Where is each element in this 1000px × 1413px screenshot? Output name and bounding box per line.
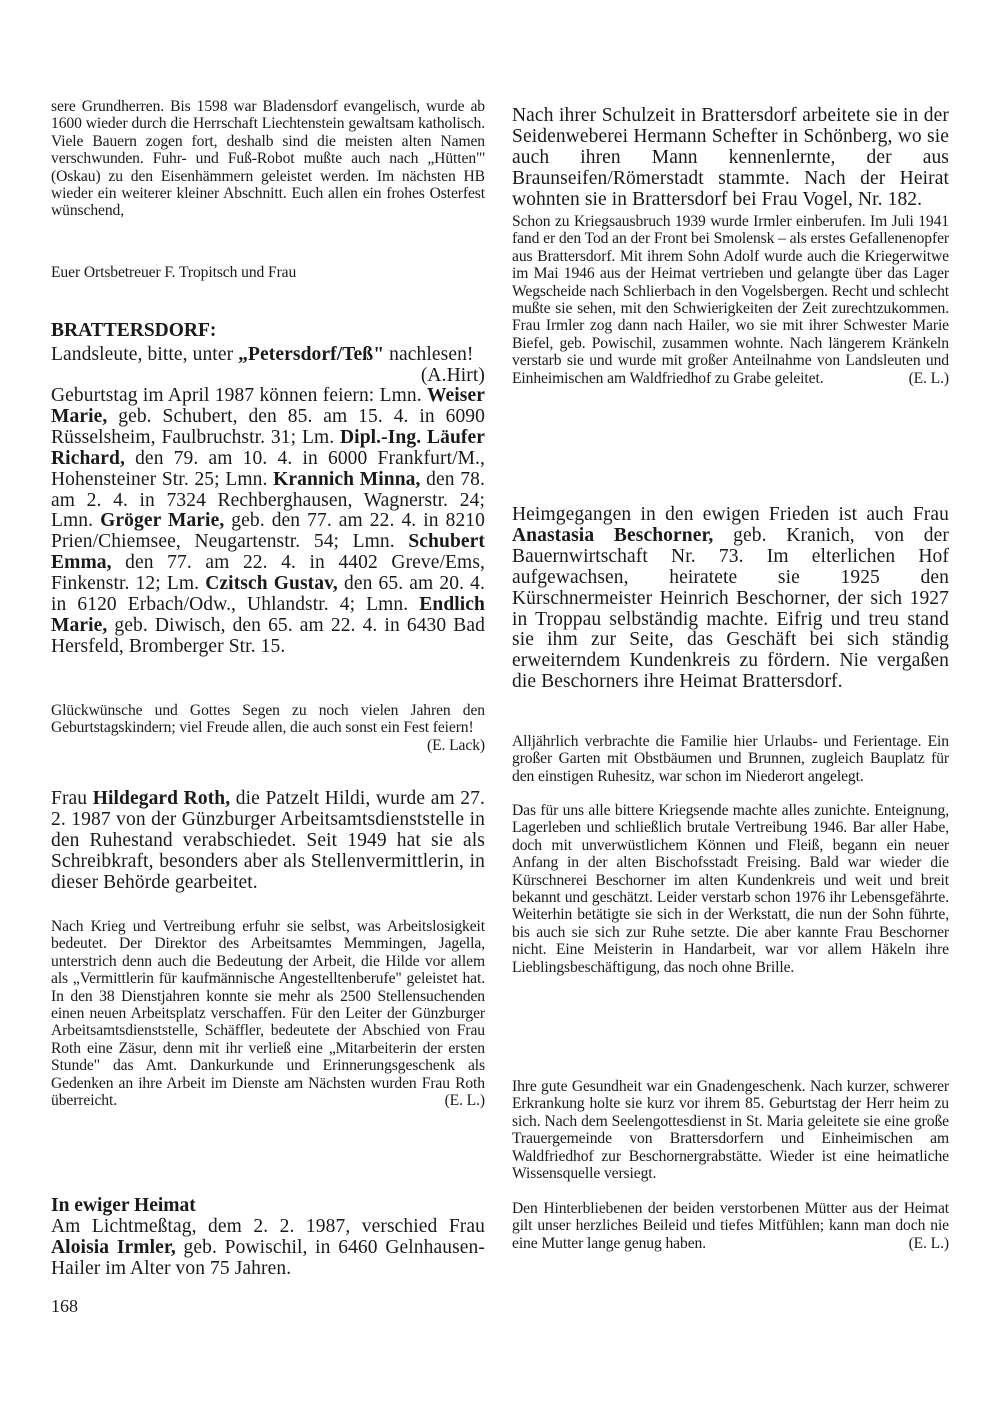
text-run: geb. Schubert, den 85. am 15. 4. in 6090 Rüsselsheim, Faulbruchstr. 31; Lm. — [51, 405, 485, 448]
bold-name: Czitsch Gustav, — [205, 573, 338, 595]
text-run: nachlesen! — [384, 344, 474, 365]
signature-tropitsch: Euer Ortsbetreuer F. Tropitsch und Frau — [51, 264, 297, 281]
text-run: Schon zu Kriegsausbruch 1939 wurde Irmler einberufen. Im Juli 1941 fand er den Tod an der Front bei Smolensk – als erstes Gefallenenopfer aus Brattersdorf. Mit ihrem Sohn Adolf wurde auch die Kriegerwitwe im Mai 1946 aus der Heimat vertrieben und gelangte über das Lager Wegscheide nach Schlierbach in den Vogelsbergen. Recht und schlecht mußte sie sehen, mit den Schwierigkeiten der Zeit zurechtzukommen. Frau Irmler zog dann nach Hailer, wo sie mit ihrer Schwester Marie Biefel, geb. Powischil, zusammen wohnte. Nach längerem Kränkeln verstarb sie und wurde mit großer Anteilnahme von Landsleuten und Einheimischen am Waldfriedhof zu Grabe geleitet. — [512, 213, 949, 387]
paragraph-bladensdorf-history — [51, 98, 485, 220]
text-run: Glückwünsche und Gottes Segen zu noch vielen Jahren den Geburtstagskindern; viel Freude allen, die auch sonst ein Fest feiern! — [51, 702, 485, 737]
bold-name: Dipl.-Ing. Läufer Richard, — [51, 426, 485, 469]
paragraph-aloisia-irmler — [51, 1217, 485, 1280]
bold-name: Schubert Emma, — [51, 531, 485, 574]
author-attribution: (E. L.) — [908, 1234, 949, 1252]
heading-in-ewiger-heimat: In ewiger Heimat — [51, 1195, 196, 1216]
text-run: geb. den 77. am 22. 4. in 8210 Prien/Chiemsee, Neugartenstr. 54; Lmn. — [51, 510, 485, 553]
text-run: Landsleute, bitte, unter — [51, 344, 239, 365]
bold-name: Hildegard Roth, — [92, 788, 231, 809]
text-run: Das für uns alle bittere Kriegsende machte alles zunichte. Enteignung, Lagerleben und schließlich brutale Vertreibung 1946. Bar aller Habe, doch mit unverwüstlichem Können und Fleiß, begann ein neuer Anfang in der alten Bischofsstadt Freising. Bald war wieder die Kürschnerei Beschorner im alten Kundenkreis und weit und breit bekannt und geschätzt. Leider verstarb schon 1976 ihr Lebensgefährte. Weiterhin betätigte sie sich in der Werkstatt, die nun der Sohn führte, bis auch sie sich zur Ruhe setzte. Die aber kannte Frau Beschorner nicht. Eine Meisterin in Handarbeit, war vor allem Häkeln ihre Lieblingsbeschäftigung, das noch ohne Brille. — [512, 802, 949, 976]
text-run: Frau — [51, 788, 93, 809]
text-run: Nach Krieg und Vertreibung erfuhr sie selbst, was Arbeitslosigkeit bedeutet. Der Direktor des Arbeitsamtes Memmingen, Jagella, unterstrich denn auch die Bedeutung der Arbeit, die Hilde vor allem als „Vermittlerin für kaufmännische Angestelltenberufe" geleistet hat. In den 38 Dienstjahren konnte sie mehr als 2500 Stellensuchenden einen neuen Arbeitsplatz verschaffen. Für den Leiter der Günzburger Arbeitsamtsdienststelle, Schäffler, bedeutete der Abschied von Frau Roth eine Zäsur, denn mit ihr verließ eine „Mitarbeiterin der ersten Stunde" das Amt. Dankurkunde und Erinnerungsgeschenk als Gedenken an ihre Arbeit im Dienste am Nächsten wurden Frau Roth überreicht. — [51, 918, 485, 1110]
bold-name: Anastasia Beschorner, — [512, 524, 714, 546]
text-run: Geburtstag im April 1987 können feiern: Lmn. — [51, 385, 427, 406]
paragraph-holidays — [512, 733, 949, 785]
author-attribution: (A.Hirt) — [420, 364, 485, 386]
author-attribution: (E. L.) — [908, 369, 949, 387]
text-run: den 78. am 2. 4. in 7324 Rechberghausen, Wagnerstr. 24; Lmn. — [51, 468, 485, 532]
text-run: sere Grundherren. Bis 1598 war Bladensdorf evangelisch, wurde ab 1600 wieder durch die Herrschaft Liechtenstein gewaltsam katholisch. Viele Bauern zogen fort, deshalb sind die meisten alten Namen verschwunden. Fuhr- und Fuß-Robot mußte auch nach „Hütten"' (Oskau) zu den Eisenhämmern geleistet werden. Im nächsten HB wieder ein weiterer kleiner Abschnitt. Euch allen ein frohes Osterfest wünschend, — [51, 98, 485, 220]
paragraph-birthdays — [51, 386, 485, 658]
text-run: Den Hinterbliebenen der beiden verstorbenen Mütter aus der Heimat gilt unser herzliches Beileid und tiefes Mitfühlen; kann man doch nie eine Mutter lange genug haben. — [512, 1200, 949, 1252]
paragraph-roth-career — [51, 918, 485, 1109]
author-attribution: (E. L.) — [444, 1092, 485, 1110]
paragraph-irmler-early-life — [512, 106, 949, 211]
bold-name: Krannich Minna, — [273, 468, 421, 490]
text-run: Heimgegangen in den ewigen Frieden ist auch Frau — [512, 504, 949, 525]
text-run: den 79. am 10. 4. in 6000 Frankfurt/M., Hohensteiner Str. 25; Lmn. — [51, 447, 485, 490]
author-attribution: (E. Lack) — [427, 736, 485, 754]
text-run: die Patzelt Hildi, wurde am 27. 2. 1987 von der Günzburger Arbeitsamtsdienststelle in den Ruhestand verabschiedet. Seit 1949 hat sie als Schreibkraft, besonders aber als Stellenvermittlerin, in dieser Behörde gearbeitet. — [51, 788, 485, 893]
bold-name: Gröger Marie, — [100, 510, 225, 532]
heading-brattersdorf: BRATTERSDORF: — [51, 320, 217, 341]
bold-name: Endlich Marie, — [51, 594, 485, 636]
text-run: geb. Diwisch, den 65. am 22. 4. in 6430 Bad Hersfeld, Bromberger Str. 15. — [51, 614, 485, 657]
text-run: den 77. am 22. 4. in 4402 Greve/Ems, Finkenstr. 12; Lm. — [51, 552, 485, 595]
paragraph-hildegard-roth — [51, 789, 485, 894]
text-run: den 65. am 20. 4. in 6120 Erbach/Odw., Uhlandstr. 4; Lmn. — [51, 573, 486, 616]
text-run: geb. Powischil, in 6460 Gelnhausen-Hailer im Alter von 75 Jahren. — [51, 1236, 485, 1279]
text-run: Ihre gute Gesundheit war ein Gnadengeschenk. Nach kurzer, schwerer Erkrankung holte sie kurz vor ihrem 85. Geburtstag der Herr heim zu sich. Nach dem Seelengottesdienst in St. Maria geleitete sie eine große Trauergemeinde von Brattersdorfern und Einheimischen am Waldfriedhof zur Beschornergrabstätte. Wieder ist eine heimatliche Wissensquelle versiegt. — [512, 1078, 949, 1183]
paragraph-condolences — [512, 1200, 949, 1252]
text-run: Nach ihrer Schulzeit in Brattersdorf arbeitete sie in der Seidenweberei Hermann Schefter in Schönberg, wo sie auch ihren Mann kennenlernte, der aus Braunseifen/Römerstadt stammte. Nach der Heirat wohnten sie in Brattersdorf bei Frau Vogel, Nr. 182. — [512, 105, 949, 210]
paragraph-irmler-war — [512, 213, 949, 387]
text-run: Alljährlich verbrachte die Familie hier Urlaubs- und Ferientage. Ein großer Garten mit Obstbäumen und Brunnen, zugleich Bauplatz für den einstigen Ruhesitz, war schon im Niederort angelegt. — [512, 733, 949, 785]
paragraph-anastasia-beschorner — [512, 505, 949, 693]
bold-name: Weiser Marie, — [51, 385, 485, 427]
text-run: geb. Kranich, von der Bauernwirtschaft Nr. 73. Im elterlichen Hof aufgewachsen, heiratete sie 1925 den Kürschnermeister Heinrich Beschorner, der sich 1927 in Troppau selbständig machte. Eifrig und treu stand sie ihm zur Seite, das Geschäft bei sich ständig erweiterndem Kundenkreis zu fördern. Nie vergaßen die Beschorners ihre Heimat Brattersdorf. — [512, 524, 950, 693]
page-number: 168 — [51, 1296, 78, 1316]
bold-name: Aloisia Irmler, — [51, 1236, 176, 1258]
paragraph-birthday-wishes — [51, 702, 485, 754]
paragraph-death — [512, 1078, 949, 1182]
text-run: Am Lichtmeßtag, dem 2. 2. 1987, verschied Frau — [51, 1216, 485, 1237]
paragraph-petersdorf-note — [51, 345, 485, 387]
bold-name: „Petersdorf/Teß" — [238, 344, 385, 365]
paragraph-expulsion — [512, 802, 949, 976]
